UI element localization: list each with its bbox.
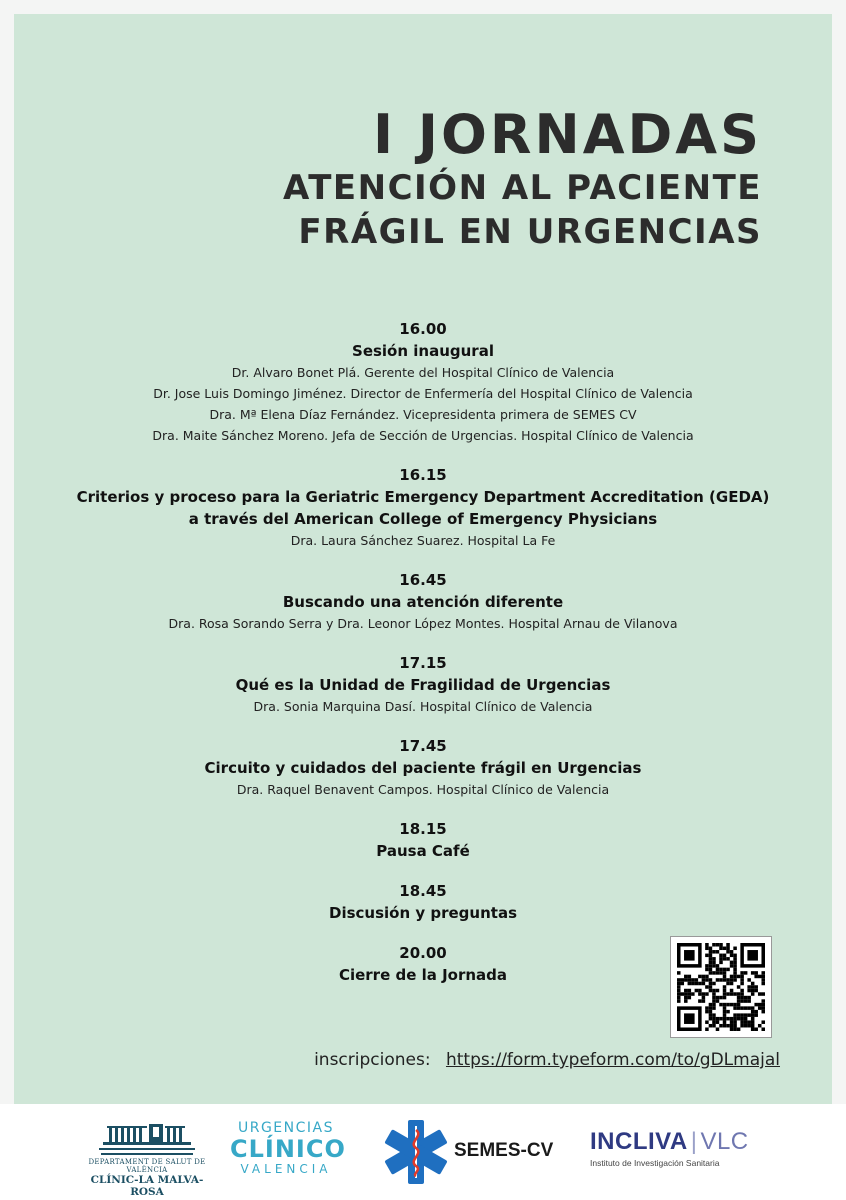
session bbox=[14, 880, 832, 924]
clinic-dept-text: DEPARTAMENT DE SALUT DE VALÈNCIA bbox=[88, 1158, 206, 1174]
title-sub-line-1: ATENCIÓN AL PACIENTE bbox=[283, 168, 762, 208]
title-main: I JORNADAS bbox=[373, 103, 762, 166]
urgencias-text: URGENCIAS bbox=[237, 1120, 334, 1136]
session-time: 17.15 bbox=[399, 654, 447, 672]
qr-code bbox=[670, 936, 772, 1038]
session-title: Sesión inaugural bbox=[352, 342, 494, 360]
session-time: 18.45 bbox=[399, 882, 447, 900]
session-time: 17.45 bbox=[399, 737, 447, 755]
session bbox=[14, 652, 832, 717]
session-speaker: Dra. Raquel Benavent Campos. Hospital Clínico de Valencia bbox=[236, 782, 610, 797]
clinic-name-text: CLÍNIC-LA MALVA-ROSA bbox=[90, 1174, 204, 1198]
incliva-separator: | bbox=[690, 1128, 698, 1155]
star-of-life-icon bbox=[384, 1116, 448, 1188]
session-title: Pausa Café bbox=[376, 842, 470, 860]
urgencias-clinico-logo bbox=[230, 1120, 346, 1176]
incliva-vlc-text: VLC bbox=[700, 1128, 749, 1155]
session-speaker: Dr. Alvaro Bonet Plá. Gerente del Hospital Clínico de Valencia bbox=[231, 365, 615, 380]
registration-link[interactable]: https://form.typeform.com/to/gDLmajal bbox=[445, 1050, 780, 1070]
session-time: 20.00 bbox=[399, 944, 447, 962]
poster bbox=[14, 14, 832, 1104]
incliva-logo bbox=[590, 1128, 760, 1168]
session-speaker: Dra. Sonia Marquina Dasí. Hospital Clínico de Valencia bbox=[253, 699, 593, 714]
session-speaker: Dra. Maite Sánchez Moreno. Jefa de Sección de Urgencias. Hospital Clínico de Valencia bbox=[152, 428, 694, 443]
building-icon bbox=[99, 1122, 195, 1158]
session-title: Criterios y proceso para la Geriatric Emergency Department Accreditation (GEDA) bbox=[76, 488, 770, 506]
session-speaker: Dr. Jose Luis Domingo Jiménez. Director de Enfermería del Hospital Clínico de Valencia bbox=[153, 386, 693, 401]
session-speaker: Dra. Laura Sánchez Suarez. Hospital La Fe bbox=[290, 533, 556, 548]
session-time: 16.15 bbox=[399, 466, 447, 484]
program bbox=[14, 318, 832, 1004]
qr-code-image bbox=[671, 937, 771, 1037]
registration bbox=[314, 1050, 780, 1070]
session-title: Qué es la Unidad de Fragilidad de Urgencias bbox=[235, 676, 611, 694]
session-title: Buscando una atención diferente bbox=[282, 593, 564, 611]
incliva-subtitle: Instituto de Investigación Sanitaria bbox=[590, 1158, 720, 1168]
session-title: a través del American College of Emergency Physicians bbox=[188, 510, 658, 528]
session-time: 16.45 bbox=[399, 571, 447, 589]
session-time: 18.15 bbox=[399, 820, 447, 838]
semes-cv-logo bbox=[384, 1116, 564, 1188]
footer-logos bbox=[0, 1104, 846, 1200]
title-sub-line-2: FRÁGIL EN URGENCIAS bbox=[298, 212, 762, 252]
incliva-text: INCLIVA bbox=[590, 1128, 688, 1155]
registration-label: inscripciones: bbox=[314, 1050, 431, 1070]
session bbox=[14, 735, 832, 800]
session-title: Cierre de la Jornada bbox=[338, 966, 508, 984]
session-time: 16.00 bbox=[399, 320, 447, 338]
valencia-text: VALENCIA bbox=[240, 1162, 332, 1176]
clinic-malva-rosa-logo bbox=[82, 1122, 212, 1198]
session-title: Discusión y preguntas bbox=[329, 904, 517, 922]
session-title: Circuito y cuidados del paciente frágil en Urgencias bbox=[204, 759, 642, 777]
session bbox=[14, 818, 832, 862]
session-speaker: Dra. Mª Elena Díaz Fernández. Vicepresidenta primera de SEMES CV bbox=[209, 407, 637, 422]
session-speaker: Dra. Rosa Sorando Serra y Dra. Leonor López Montes. Hospital Arnau de Vilanova bbox=[168, 616, 678, 631]
session bbox=[14, 318, 832, 446]
session bbox=[14, 464, 832, 551]
session bbox=[14, 569, 832, 634]
semes-text: SEMES-CV bbox=[454, 1140, 554, 1161]
title-block bbox=[283, 104, 762, 254]
clinico-text: CLÍNICO bbox=[230, 1135, 346, 1163]
